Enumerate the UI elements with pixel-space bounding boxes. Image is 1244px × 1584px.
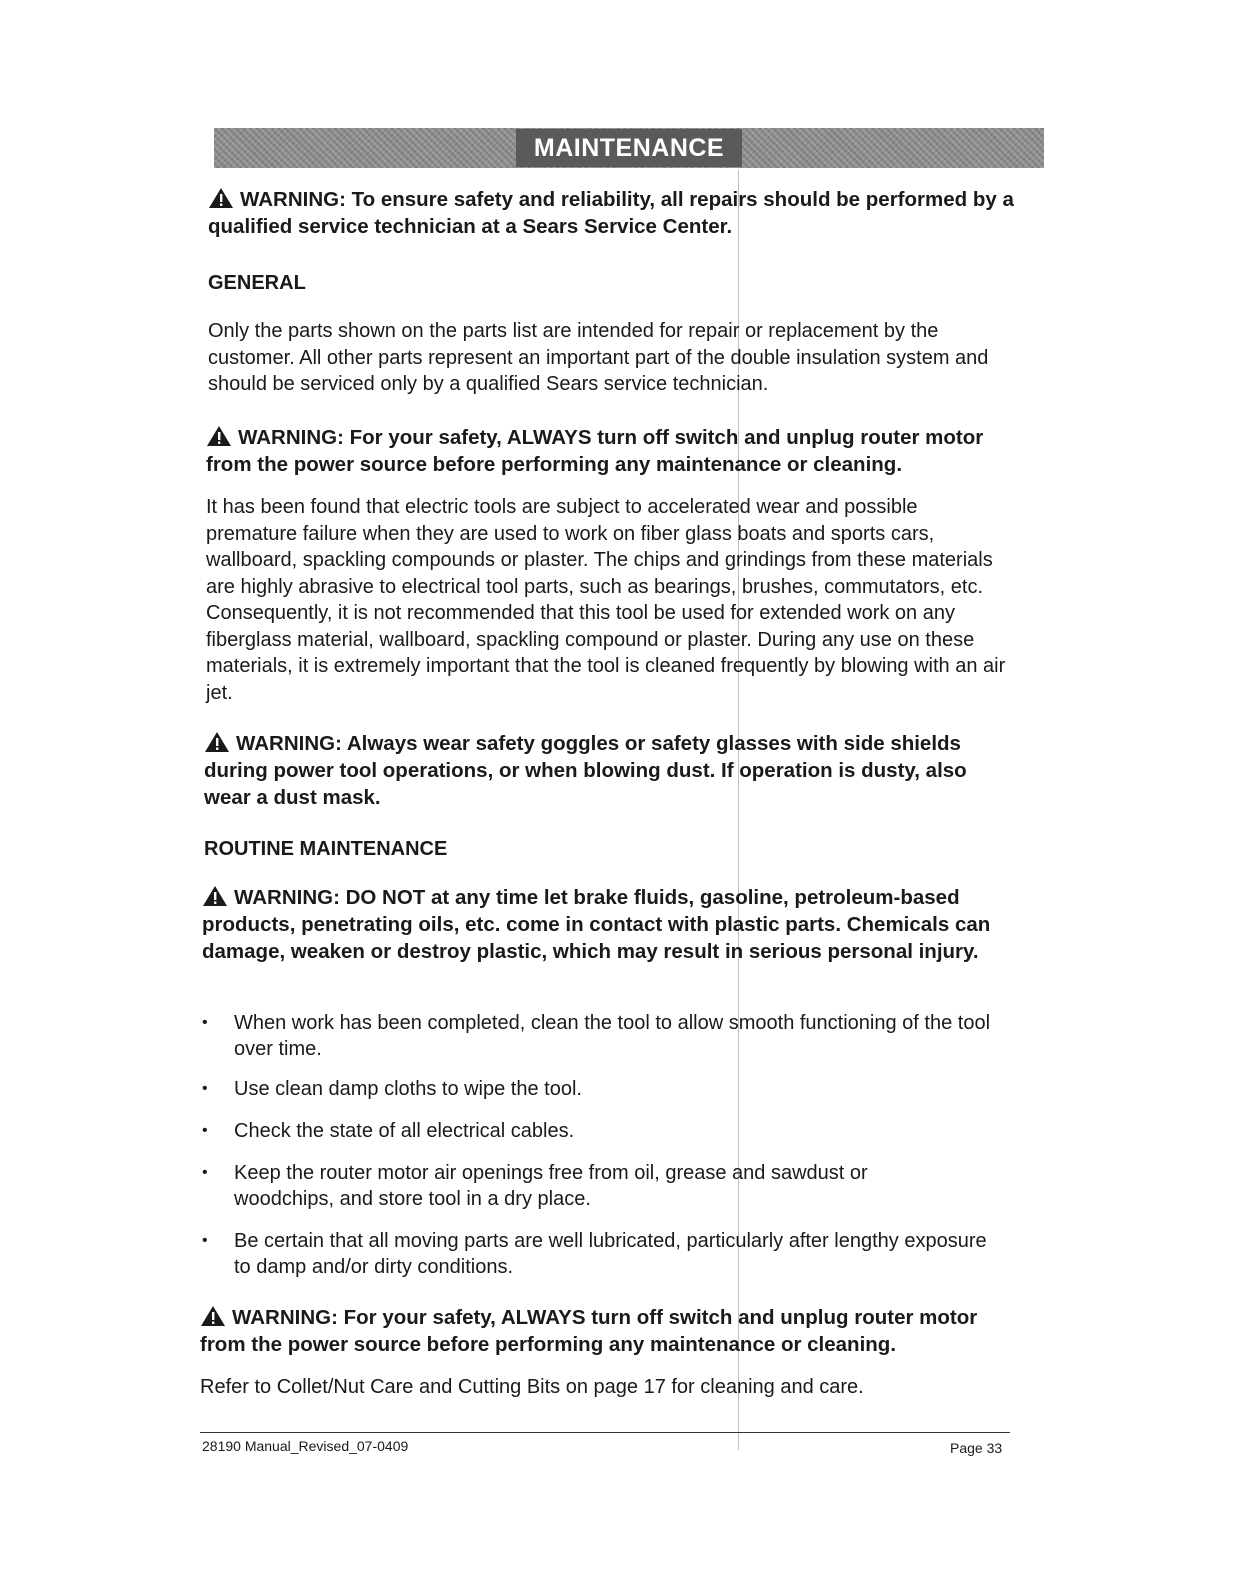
bullet-icon: • [202, 1080, 208, 1097]
warning-text: To ensure safety and reliability, all repairs should be performed by a qualified service technician at a Sears Service Center. [208, 188, 1014, 238]
bullet-icon: • [202, 1122, 208, 1139]
routine-bullets [202, 1010, 1014, 1280]
warning-triangle-icon [200, 1305, 226, 1327]
general-section [208, 272, 1028, 295]
warning-block-1 [208, 186, 1028, 240]
section-heading-general: GENERAL [208, 272, 306, 294]
list-item [202, 1010, 1014, 1062]
list-item [202, 1160, 1014, 1212]
list-item-text: Keep the router motor air openings free from oil, grease and sawdust or woodchips, and store tool in a dry place. [234, 1162, 868, 1210]
abrasive-materials-paragraph: It has been found that electric tools are subject to accelerated wear and possible premature failure when they are used to work on fiber glass boats and sports cars, wallboard, spackling compounds or plaster. The chips and grindings from these materials are highly abrasive to electrical tool parts, such as bearings, brushes, commutators, etc. Consequently, it is not recommended that this tool be used for extended work on any fiberglass material, wallboard, spackling compound or plaster. During any use on these materials, it is extremely important that the tool is cleaned frequently by blowing with an air jet. [206, 496, 1006, 704]
warning-label: WARNING: [240, 188, 346, 211]
warning-text: For your safety, ALWAYS turn off switch and unplug router motor from the power source before performing any maintenance or cleaning. [206, 426, 984, 476]
list-item-text: Use clean damp cloths to wipe the tool. [234, 1078, 582, 1100]
warning-block-3 [204, 730, 1004, 811]
list-item [202, 1076, 1014, 1102]
footer-document-id: 28190 Manual_Revised_07-0409 [202, 1438, 409, 1454]
warning-label: WARNING: [236, 732, 342, 755]
bullet-icon: • [202, 1014, 208, 1031]
warning-label: WARNING: [234, 886, 340, 909]
footer-page-number: Page 33 [950, 1440, 1003, 1456]
warning-triangle-icon [202, 885, 228, 907]
warning-triangle-icon [204, 731, 230, 753]
bullet-icon: • [202, 1232, 208, 1249]
warning-block-4 [202, 884, 1014, 965]
warning-triangle-icon [206, 425, 232, 447]
routine-section [204, 838, 1024, 861]
warning-label: WARNING: [238, 426, 344, 449]
list-item-text: When work has been completed, clean the tool to allow smooth functioning of the tool over time. [234, 1012, 991, 1060]
list-item [202, 1228, 1014, 1280]
list-item-text: Be certain that all moving parts are well lubricated, particularly after lengthy exposure to damp and/or dirty conditions. [234, 1230, 987, 1278]
warning-triangle-icon [208, 187, 234, 209]
warning-text: For your safety, ALWAYS turn off switch and unplug router motor from the power source before performing any maintenance or cleaning. [200, 1306, 978, 1356]
general-paragraph-block [208, 318, 1008, 398]
section-heading-routine: ROUTINE MAINTENANCE [204, 838, 448, 860]
abrasive-materials-block [206, 494, 1012, 706]
list-item-text: Check the state of all electrical cables. [234, 1120, 575, 1142]
bullet-icon: • [202, 1164, 208, 1181]
list-item [202, 1118, 1014, 1144]
general-paragraph: Only the parts shown on the parts list are intended for repair or replacement by the customer. All other parts represent an important part of the double insulation system and should be serviced only by a qualified Sears service technician. [208, 320, 989, 395]
section-title: MAINTENANCE [516, 129, 742, 167]
warning-text: Always wear safety goggles or safety glasses with side shields during power tool operations, or when blowing dust. If operation is dusty, also wear a dust mask. [204, 732, 967, 809]
footer-divider [200, 1432, 1010, 1433]
warning-block-5 [200, 1304, 1010, 1358]
warning-text: DO NOT at any time let brake fluids, gasoline, petroleum-based products, penetrating oils, etc. come in contact with plastic parts. Chemicals can damage, weaken or destroy plastic, which may result in serious personal injury. [202, 886, 991, 963]
warning-block-2 [206, 424, 1026, 478]
closing-block [200, 1374, 1010, 1401]
section-banner [214, 128, 1044, 168]
closing-paragraph: Refer to Collet/Nut Care and Cutting Bits on page 17 for cleaning and care. [200, 1376, 864, 1398]
warning-label: WARNING: [232, 1306, 338, 1329]
